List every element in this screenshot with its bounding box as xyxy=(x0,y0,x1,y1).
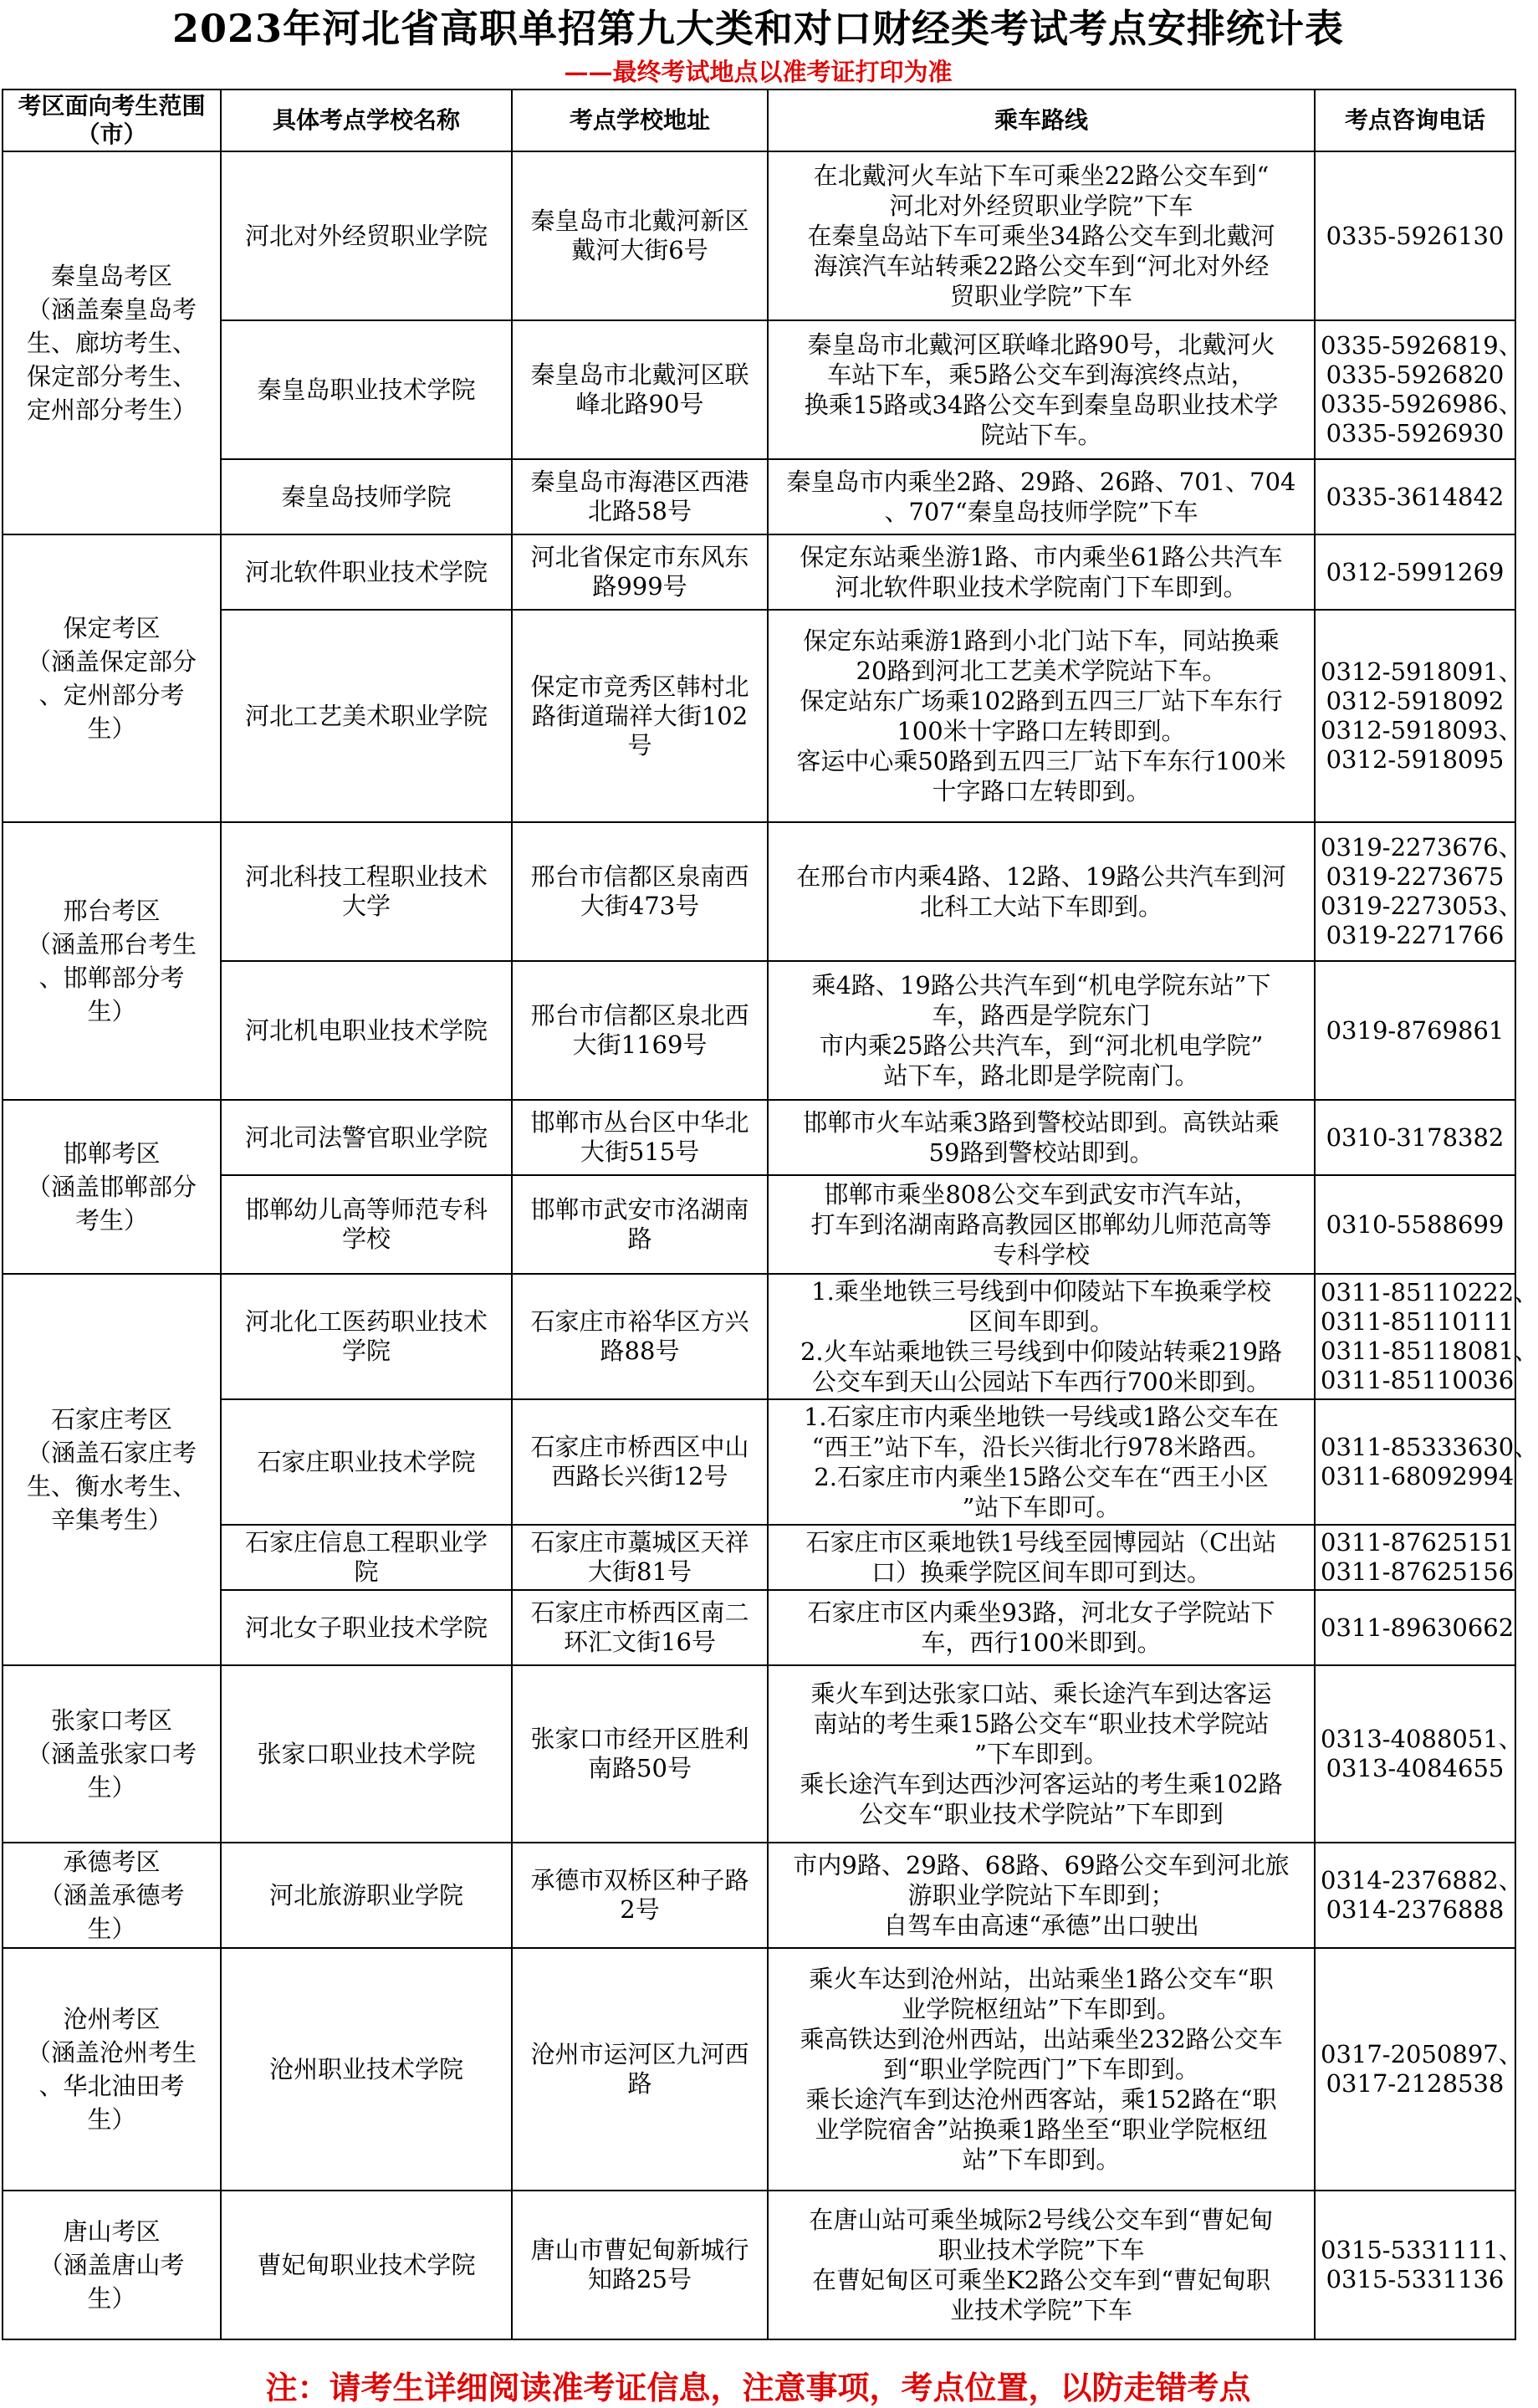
cell-line: 院站下车。 xyxy=(980,421,1102,449)
header-region: 考区面向考生范围 （市） xyxy=(3,89,221,151)
cell-line: 车站下车，乘5路公交车到海滨终点站， xyxy=(827,360,1255,389)
cell-line: 0311-85118081、 xyxy=(1321,1337,1538,1365)
cell-line: 学院 xyxy=(341,1337,391,1365)
cell-line: 邯郸市武安市洺湖南 xyxy=(530,1195,749,1224)
phone-cell xyxy=(1315,1175,1515,1274)
cell-line: 河北司法警官职业学院 xyxy=(244,1122,488,1152)
phone-cell xyxy=(1315,151,1515,320)
cell-line: 河北工艺美术职业学院 xyxy=(244,701,488,730)
cell-line: 考生） xyxy=(74,1206,148,1235)
route-cell xyxy=(768,1175,1315,1274)
cell-line: 站下车，路北即是学院南门。 xyxy=(883,1061,1199,1090)
cell-line: 石家庄市桥西区南二 xyxy=(530,1598,749,1627)
route-cell xyxy=(768,610,1315,822)
school-address-cell xyxy=(512,1274,768,1399)
region-cell xyxy=(3,2191,221,2339)
phone-cell xyxy=(1315,961,1515,1100)
school-address-cell xyxy=(512,1175,768,1274)
cell-line: 专科学校 xyxy=(992,1240,1090,1269)
region-name: 唐山考区 xyxy=(63,2217,161,2246)
cell-line: 石家庄市裕华区方兴 xyxy=(530,1307,749,1336)
school-name-cell xyxy=(221,822,512,961)
route-cell xyxy=(768,320,1315,459)
school-address-cell xyxy=(512,1948,768,2191)
cell-line: 打车到洺湖南路高教园区邯郸幼儿师范高等 xyxy=(810,1210,1272,1239)
cell-line: 乘长途汽车到达西沙河客运站的考生乘102路 xyxy=(800,1770,1283,1798)
cell-line: 河北科技工程职业技术 xyxy=(244,862,488,891)
cell-line: 生） xyxy=(87,2284,136,2313)
cell-line: 承德市双桥区种子路 xyxy=(530,1866,749,1894)
cell-line: 0310-3178382 xyxy=(1326,1122,1505,1152)
school-name-cell xyxy=(221,961,512,1100)
cell-line: 0312-5918095 xyxy=(1326,745,1505,774)
cell-line: 1.乘坐地铁三号线到中仰陵站下车换乘学校 xyxy=(811,1277,1271,1306)
phone-cell xyxy=(1315,1525,1515,1590)
region-cell xyxy=(3,534,221,822)
cell-line: 自驾车由高速“承德”出口驶出 xyxy=(883,1911,1199,1940)
region-name: 承德考区 xyxy=(63,1848,161,1876)
cell-line: 邢台市信都区泉北西 xyxy=(530,1001,749,1030)
cell-line: 生） xyxy=(87,714,136,743)
cell-line: 大学 xyxy=(341,892,391,920)
cell-line: 乘长途汽车到达沧州西客站，乘152路在“职 xyxy=(805,2085,1277,2114)
cell-line: 秦皇岛市北戴河新区 xyxy=(530,207,749,235)
cell-line: 生） xyxy=(87,997,136,1025)
region-name: 张家口考区 xyxy=(50,1706,172,1735)
cell-line: 张家口市经开区胜利 xyxy=(530,1725,749,1753)
cell-line: 西路长兴街12号 xyxy=(551,1462,728,1490)
cell-line: 0335-5926819、 xyxy=(1321,331,1523,360)
cell-line: 0319-2273675 xyxy=(1326,862,1505,891)
route-cell xyxy=(768,1399,1315,1525)
school-name-cell xyxy=(221,534,512,610)
cell-line: 大街473号 xyxy=(580,892,700,920)
region-cell xyxy=(3,1948,221,2191)
cell-line: 客运中心乘50路到五四三厂站下车东行100米 xyxy=(796,747,1286,775)
cell-line: 河北对外经贸职业学院 xyxy=(244,221,488,250)
school-address-cell xyxy=(512,1665,768,1843)
cell-line: 河北省保定市东风东 xyxy=(530,543,749,571)
phone-cell xyxy=(1315,1274,1538,1399)
school-address-cell xyxy=(512,1525,768,1590)
cell-line: 石家庄市桥西区中山 xyxy=(530,1433,749,1461)
cell-line: 0314-2376882、 xyxy=(1321,1866,1523,1894)
cell-line: 0335-3614842 xyxy=(1326,482,1505,511)
cell-line: 石家庄信息工程职业学 xyxy=(244,1528,488,1557)
cell-line: 乘火车到达张家口站、乘长途汽车到达客运 xyxy=(810,1679,1272,1708)
school-name-cell xyxy=(221,1399,512,1525)
table-body xyxy=(3,151,1538,2339)
cell-line: （涵盖邢台考生 xyxy=(26,930,197,959)
table-row xyxy=(3,1590,1515,1665)
cell-line: 、邯郸部分考 xyxy=(38,964,185,992)
cell-line: 峰北路90号 xyxy=(575,390,704,418)
table-row xyxy=(3,1399,1515,1525)
cell-line: 0313-4088051、 xyxy=(1321,1725,1523,1753)
cell-line: 在秦皇岛站下车可乘坐34路公交车到北戴河 xyxy=(807,222,1275,250)
table-row xyxy=(3,320,1515,459)
cell-line: 0311-87625156 xyxy=(1321,1557,1515,1586)
cell-line: 0335-5926130 xyxy=(1326,221,1505,250)
cell-line: 号 xyxy=(627,730,652,759)
cell-line: 知路25号 xyxy=(588,2265,692,2293)
page-subtitle: ——最终考试地点以准考证打印为准 xyxy=(564,57,953,86)
cell-line: 张家口职业技术学院 xyxy=(257,1739,476,1768)
cell-line: 到“职业学院西门”下车即到。 xyxy=(883,2055,1199,2083)
cell-line: 在北戴河火车站下车可乘坐22路公交车到“ xyxy=(813,161,1270,190)
cell-line: 公交车到天山公园站下车西行700米即到。 xyxy=(811,1368,1271,1396)
cell-line: 河北旅游职业学院 xyxy=(268,1880,463,1910)
cell-line: 0319-2271766 xyxy=(1326,921,1505,949)
school-address-cell xyxy=(512,459,768,534)
cell-line: 邯郸市火车站乘3路到警校站即到。高铁站乘 xyxy=(803,1108,1280,1137)
table-row xyxy=(3,1100,1515,1175)
cell-line: 大街81号 xyxy=(588,1557,692,1586)
cell-line: 邯郸市丛台区中华北 xyxy=(530,1108,749,1137)
phone-cell xyxy=(1315,1399,1538,1525)
cell-line: 0311-85110222、 xyxy=(1321,1278,1538,1306)
cell-line: 海滨汽车站转乘22路公交车到“河北对外经 xyxy=(813,252,1270,280)
school-name-cell xyxy=(221,1100,512,1175)
cell-line: 保定东站乘游1路到小北门站下车，同站换乘 xyxy=(803,626,1280,655)
cell-line: 0319-2273053、 xyxy=(1321,892,1523,920)
cell-line: 生） xyxy=(87,2105,136,2134)
table-row xyxy=(3,610,1515,822)
table-row xyxy=(3,459,1515,534)
table-row xyxy=(3,151,1515,320)
cell-line: 0311-85110036 xyxy=(1321,1366,1515,1394)
cell-line: 口）换乘学院区间车即可到达。 xyxy=(871,1558,1211,1587)
cell-line: 0311-68092994 xyxy=(1321,1462,1515,1490)
region-name: 邯郸考区 xyxy=(63,1139,161,1168)
school-address-cell xyxy=(512,1843,768,1948)
cell-line: 0315-5331111、 xyxy=(1321,2236,1523,2264)
footer-note: 注：请考生详细阅读准考证信息，注意事项，考点位置，以防走错考点 xyxy=(265,2369,1251,2406)
cell-line: 戴河大街6号 xyxy=(571,236,708,264)
cell-line: 0312-5991269 xyxy=(1326,557,1505,586)
cell-line: 贸职业学院”下车 xyxy=(950,282,1132,310)
cell-line: 秦皇岛市内乘坐2路、29路、26路、701、704 xyxy=(786,468,1296,496)
cell-line: 乘高铁达到沧州西站，出站乘坐232路公交车 xyxy=(800,2025,1283,2053)
cell-line: 大街515号 xyxy=(580,1138,700,1166)
cell-line: 59路到警校站即到。 xyxy=(928,1138,1154,1167)
cell-line: “西王”站下车，沿长兴街北行978米路西。 xyxy=(811,1433,1271,1461)
cell-line: 在曹妃甸区可乘坐K2路公交车到“曹妃甸职 xyxy=(812,2266,1270,2294)
school-name-cell xyxy=(221,1274,512,1399)
cell-line: 定州部分考生） xyxy=(26,396,197,424)
region-name: 秦皇岛考区 xyxy=(50,262,172,290)
school-name-cell xyxy=(221,320,512,459)
route-cell xyxy=(768,822,1315,961)
cell-line: 生、衡水考生、 xyxy=(26,1472,197,1501)
cell-line: （涵盖沧州考生 xyxy=(26,2038,197,2067)
school-name-cell xyxy=(221,1843,512,1948)
cell-line: 秦皇岛市海港区西港 xyxy=(530,468,749,496)
route-cell xyxy=(768,2191,1315,2339)
school-address-cell xyxy=(512,610,768,822)
cell-line: 乘火车达到沧州站，出站乘坐1路公交车“职 xyxy=(809,1965,1274,1993)
region-name: 沧州考区 xyxy=(63,2005,161,2033)
table-row xyxy=(3,1843,1515,1948)
cell-line: 0311-89630662 xyxy=(1321,1613,1515,1642)
cell-line: 车，西行100米即到。 xyxy=(921,1628,1162,1657)
school-address-cell xyxy=(512,534,768,610)
cell-line: 秦皇岛市北戴河区联峰北路90号，北戴河火 xyxy=(807,330,1275,359)
cell-line: 秦皇岛技师学院 xyxy=(281,482,452,511)
phone-cell xyxy=(1315,534,1515,610)
table-row xyxy=(3,1525,1515,1590)
cell-line: 0312-5918091、 xyxy=(1321,657,1523,686)
cell-line: 保定部分考生、 xyxy=(26,362,197,391)
cell-line: 0335-5926930 xyxy=(1326,419,1505,447)
phone-cell xyxy=(1315,822,1523,961)
cell-line: 0311-87625151 xyxy=(1321,1528,1515,1557)
school-address-cell xyxy=(512,1399,768,1525)
cell-line: 河北软件职业技术学院 xyxy=(244,557,488,586)
region-name: 石家庄考区 xyxy=(50,1405,172,1434)
cell-line: 0313-4084655 xyxy=(1326,1754,1505,1782)
table-row xyxy=(3,534,1515,610)
phone-cell xyxy=(1315,1590,1515,1665)
cell-line: （涵盖张家口考 xyxy=(26,1740,197,1768)
region-cell xyxy=(3,1843,221,1948)
cell-line: 市内9路、29路、68路、69路公交车到河北旅 xyxy=(793,1851,1290,1879)
cell-line: （涵盖邯郸部分 xyxy=(26,1173,197,1201)
region-cell xyxy=(3,151,221,534)
cell-line: 环汇文街16号 xyxy=(564,1628,716,1656)
cell-line: 路 xyxy=(627,2069,652,2098)
cell-line: 秦皇岛市北戴河区联 xyxy=(530,360,749,389)
route-cell xyxy=(768,1100,1315,1175)
cell-line: 路 xyxy=(627,1224,652,1253)
school-address-cell xyxy=(512,1100,768,1175)
cell-line: 辛集考生） xyxy=(50,1506,172,1534)
cell-line: 学校 xyxy=(341,1224,391,1253)
region-cell xyxy=(3,1665,221,1843)
cell-line: 邢台市信都区泉南西 xyxy=(530,862,749,891)
cell-line: 、定州部分考 xyxy=(38,681,185,709)
school-address-cell xyxy=(512,151,768,320)
cell-line: 0319-8769861 xyxy=(1326,1015,1505,1045)
school-name-cell xyxy=(221,2191,512,2339)
table-row xyxy=(3,1175,1515,1274)
cell-line: 0312-5918092 xyxy=(1326,687,1505,715)
region-cell xyxy=(3,822,221,1100)
cell-line: 曹妃甸职业技术学院 xyxy=(257,2250,476,2279)
cell-line: 沧州职业技术学院 xyxy=(268,2054,463,2083)
cell-line: 乘4路、19路公共汽车到“机电学院东站”下 xyxy=(811,971,1271,999)
cell-line: 0335-5926820 xyxy=(1326,360,1505,389)
header-address: 考点学校地址 xyxy=(512,89,768,151)
phone-cell xyxy=(1315,610,1523,822)
table-row xyxy=(3,1274,1515,1399)
phone-cell xyxy=(1315,1843,1523,1948)
cell-line: 大街1169号 xyxy=(572,1030,708,1059)
region-cell xyxy=(3,1100,221,1274)
cell-line: 沧州市运河区九河西 xyxy=(530,2040,749,2068)
cell-line: 0312-5918093、 xyxy=(1321,716,1523,744)
cell-line: （涵盖石家庄考 xyxy=(26,1439,197,1467)
cell-line: 生、廊坊考生、 xyxy=(26,329,197,357)
cell-line: 生） xyxy=(87,1773,136,1802)
cell-line: 在邢台市内乘4路、12路、19路公共汽车到河 xyxy=(796,862,1286,891)
cell-line: 石家庄职业技术学院 xyxy=(257,1447,476,1476)
cell-line: 保定东站乘坐游1路、市内乘坐61路公共汽车 xyxy=(800,543,1283,571)
school-address-cell xyxy=(512,822,768,961)
page-title: 2023年河北省高职单招第九大类和对口财经类考试考点安排统计表 xyxy=(171,6,1345,51)
cell-line: 河北女子职业技术学院 xyxy=(244,1613,488,1642)
cell-line: 在唐山站可乘坐城际2号线公交车到“曹妃甸 xyxy=(809,2206,1274,2234)
cell-line: 2.石家庄市内乘坐15路公交车在“西王小区 xyxy=(814,1463,1269,1491)
region-name: 保定考区 xyxy=(63,614,161,642)
cell-line: 石家庄市区乘地铁1号线至园博园站（C出站 xyxy=(805,1528,1277,1557)
cell-line: 0314-2376888 xyxy=(1326,1895,1505,1924)
school-name-cell xyxy=(221,610,512,822)
cell-line: 100米十字路口左转即到。 xyxy=(897,717,1186,745)
cell-line: 河北化工医药职业技术 xyxy=(244,1307,488,1336)
cell-line: 2号 xyxy=(620,1895,660,1924)
cell-line: 2.火车站乘地铁三号线到中仰陵站转乘219路 xyxy=(800,1337,1283,1366)
phone-cell xyxy=(1315,1948,1523,2191)
phone-cell xyxy=(1315,1100,1515,1175)
route-cell xyxy=(768,459,1315,534)
cell-line: 保定市竞秀区韩村北 xyxy=(530,672,749,701)
school-name-cell xyxy=(221,1175,512,1274)
cell-line: 20路到河北工艺美术学院站下车。 xyxy=(856,657,1227,685)
cell-line: 游职业学院站下车即到； xyxy=(907,1881,1175,1910)
phone-cell xyxy=(1315,1665,1523,1843)
cell-line: 换乘15路或34路公交车到秦皇岛职业技术学 xyxy=(804,391,1279,419)
cell-line: （涵盖保定部分 xyxy=(26,647,197,676)
cell-line: 市内乘25路公共汽车，到“河北机电学院” xyxy=(819,1031,1264,1060)
route-cell xyxy=(768,1525,1315,1590)
cell-line: 石家庄市藁城区天祥 xyxy=(530,1528,749,1557)
cell-line: 站”下车即到。 xyxy=(962,2145,1121,2174)
cell-line: 保定站东广场乘102路到五四三厂站下车东行 xyxy=(800,687,1283,715)
cell-line: 邯郸市乘坐808公交车到武安市汽车站， xyxy=(824,1180,1259,1209)
school-name-cell xyxy=(221,1525,512,1590)
header-school: 具体考点学校名称 xyxy=(221,89,512,151)
cell-line: ”下车即到。 xyxy=(974,1740,1108,1768)
school-name-cell xyxy=(221,1590,512,1665)
cell-line: 石家庄市区内乘坐93路，河北女子学院站下 xyxy=(807,1598,1275,1627)
cell-line: 业技术学院”下车 xyxy=(950,2296,1132,2324)
cell-line: 北科工大站下车即到。 xyxy=(919,892,1162,921)
cell-line: 院 xyxy=(354,1557,379,1586)
cell-line: 南站的考生乘15路公交车“职业技术学院站 xyxy=(813,1710,1270,1738)
cell-line: （涵盖唐山考 xyxy=(38,2251,185,2279)
school-name-cell xyxy=(221,459,512,534)
cell-line: 河北对外经贸职业学院”下车 xyxy=(889,192,1193,220)
school-address-cell xyxy=(512,2191,768,2339)
region-cell xyxy=(3,1274,221,1665)
table-row xyxy=(3,2191,1515,2339)
cell-line: 、华北油田考 xyxy=(38,2072,185,2100)
region-name: 邢台考区 xyxy=(63,897,161,925)
school-name-cell xyxy=(221,151,512,320)
cell-line: 十字路口左转即到。 xyxy=(932,777,1151,805)
cell-line: 秦皇岛职业技术学院 xyxy=(257,375,476,404)
cell-line: 河北软件职业技术学院南门下车即到。 xyxy=(835,573,1248,601)
cell-line: 河北机电职业技术学院 xyxy=(244,1015,488,1045)
cell-line: 0317-2050897、 xyxy=(1321,2040,1523,2068)
cell-line: 、707“秦皇岛技师学院”下车 xyxy=(884,498,1198,526)
table-row xyxy=(3,822,1515,961)
cell-line: 业学院宿舍”站换乘1路坐至“职业学院枢纽 xyxy=(815,2115,1268,2144)
cell-line: 0315-5331136 xyxy=(1326,2265,1505,2293)
cell-line: 邯郸幼儿高等师范专科 xyxy=(244,1195,488,1224)
cell-line: 0311-85110111 xyxy=(1321,1307,1515,1336)
table-header-row xyxy=(3,89,1515,151)
school-address-cell xyxy=(512,961,768,1100)
route-cell xyxy=(768,1590,1315,1665)
school-name-cell xyxy=(221,1948,512,2191)
cell-line: 0319-2273676、 xyxy=(1321,833,1523,861)
cell-line: 路街道瑞祥大街102 xyxy=(531,701,749,730)
cell-line: （涵盖秦皇岛考 xyxy=(26,295,197,324)
cell-line: ”站下车即可。 xyxy=(962,1493,1121,1521)
route-cell xyxy=(768,1274,1315,1399)
cell-line: 公交车“职业技术学院站”下车即到 xyxy=(859,1800,1224,1828)
cell-line: 0310-5588699 xyxy=(1326,1209,1505,1239)
cell-line: 唐山市曹妃甸新城行 xyxy=(530,2236,749,2264)
cell-line: 职业技术学院”下车 xyxy=(938,2236,1145,2264)
cell-line: 业学院枢纽站”下车即到。 xyxy=(902,1995,1181,2023)
cell-line: 路999号 xyxy=(592,572,687,601)
cell-line: 1.石家庄市内乘坐地铁一号线或1路公交车在 xyxy=(803,1403,1280,1431)
route-cell xyxy=(768,1948,1315,2191)
cell-line: 车，路西是学院东门 xyxy=(932,1001,1151,1030)
phone-cell xyxy=(1315,459,1515,534)
route-cell xyxy=(768,534,1315,610)
school-address-cell xyxy=(512,320,768,459)
route-cell xyxy=(768,1665,1315,1843)
phone-cell xyxy=(1315,320,1523,459)
cell-line: 0335-5926986、 xyxy=(1321,390,1523,418)
phone-cell xyxy=(1315,2191,1523,2339)
table-row xyxy=(3,961,1515,1100)
cell-line: （涵盖承德考 xyxy=(38,1881,185,1910)
header-phone: 考点咨询电话 xyxy=(1315,89,1515,151)
exam-site-table xyxy=(2,89,1538,2340)
cell-line: 0317-2128538 xyxy=(1326,2069,1505,2098)
cell-line: 0311-85333630、 xyxy=(1321,1433,1538,1461)
school-name-cell xyxy=(221,1665,512,1843)
header-route: 乘车路线 xyxy=(768,89,1315,151)
cell-line: 路88号 xyxy=(600,1337,680,1365)
cell-line: 南路50号 xyxy=(588,1754,692,1782)
cell-line: 区间车即到。 xyxy=(968,1307,1114,1336)
table-row xyxy=(3,1948,1515,2191)
route-cell xyxy=(768,151,1315,320)
route-cell xyxy=(768,1843,1315,1948)
school-address-cell xyxy=(512,1590,768,1665)
cell-line: 生） xyxy=(87,1915,136,1943)
route-cell xyxy=(768,961,1315,1100)
cell-line: 北路58号 xyxy=(588,497,692,525)
table-row xyxy=(3,1665,1515,1843)
